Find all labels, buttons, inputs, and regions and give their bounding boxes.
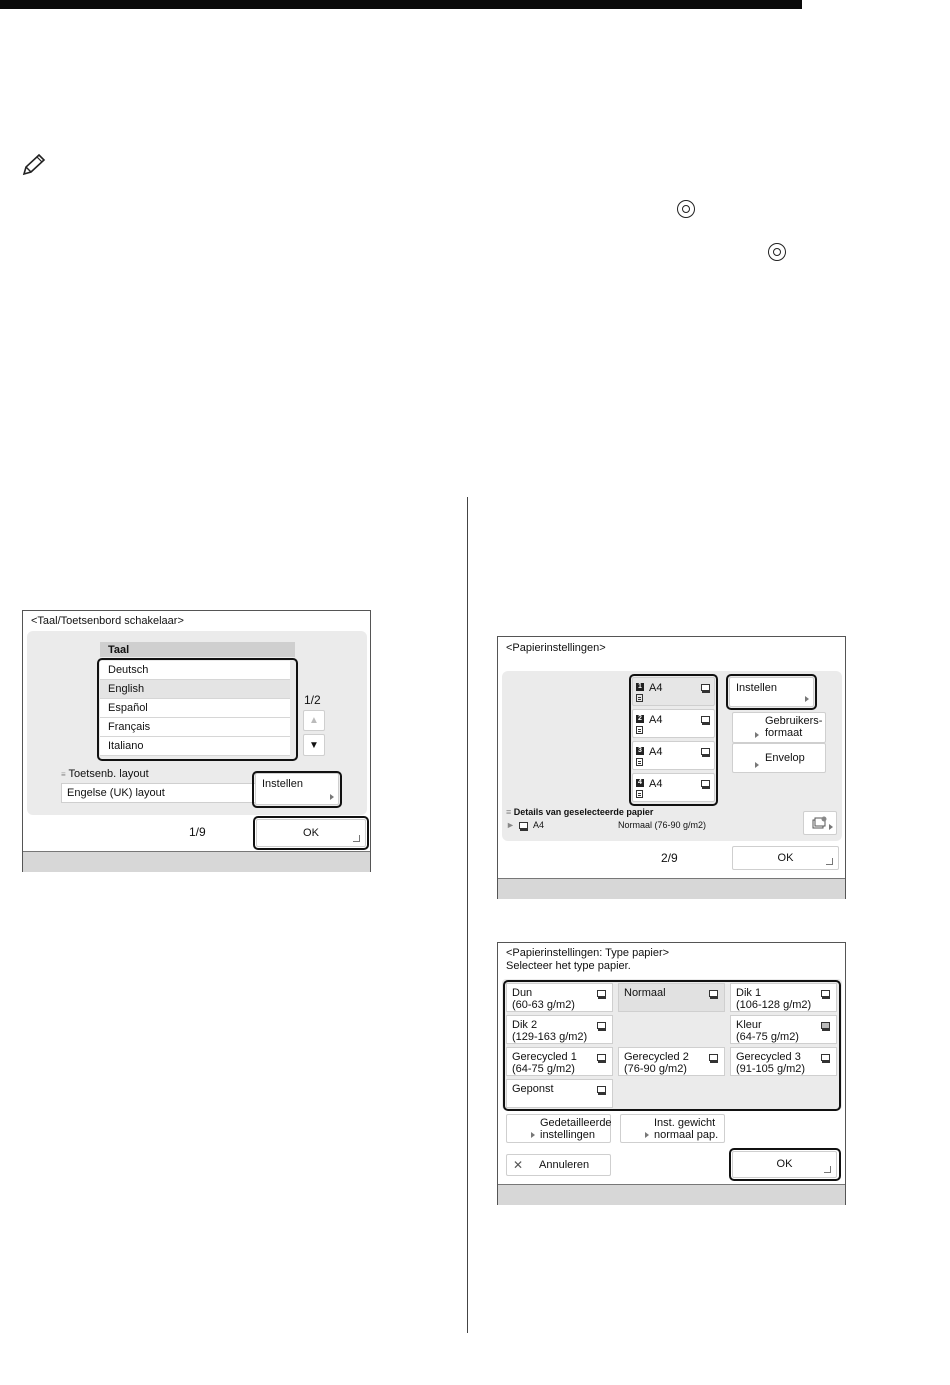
- screen-title: <Papierinstellingen: Type papier> Selecteer het type papier.: [506, 947, 670, 972]
- ok-button[interactable]: OK: [256, 819, 366, 847]
- page-indicator: 2/9: [661, 851, 678, 865]
- paper-settings-screen: [497, 636, 846, 899]
- close-icon: ✕: [513, 1158, 524, 1172]
- paper-type-dun[interactable]: Dun (60-63 g/m2): [506, 983, 613, 1012]
- arrow-icon: [755, 762, 759, 768]
- scroll-up-button[interactable]: ▲: [303, 710, 325, 731]
- language-item-italiano[interactable]: Italiano: [100, 737, 290, 756]
- return-icon: [826, 858, 833, 865]
- arrow-icon: [755, 732, 759, 738]
- drawer-2-button[interactable]: 2 A4: [632, 709, 715, 738]
- detailed-settings-button[interactable]: Gedetailleerde instellingen: [506, 1114, 611, 1143]
- language-list-highlight: [97, 658, 298, 761]
- arrow-icon: [645, 1132, 649, 1138]
- drawer-1-button[interactable]: 1 A4: [632, 677, 715, 706]
- list-page-indicator: 1/2: [304, 693, 321, 707]
- paper-type-dik-2[interactable]: Dik 2 (129-163 g/m2): [506, 1015, 613, 1044]
- envelope-button[interactable]: Envelop: [732, 743, 826, 773]
- drawer-list-highlight: [629, 674, 718, 806]
- paper-details-button[interactable]: [803, 811, 837, 835]
- details-row: ► A4 Normaal (76-90 g/m2): [506, 820, 707, 830]
- paper-type-dik-1[interactable]: Dik 1 (106-128 g/m2): [730, 983, 837, 1012]
- arrow-icon: [531, 1132, 535, 1138]
- language-item-deutsch[interactable]: Deutsch: [100, 661, 290, 680]
- screen-title: <Papierinstellingen>: [506, 642, 606, 654]
- ok-button[interactable]: OK: [732, 846, 839, 870]
- drawer-4-button[interactable]: 4 A4: [632, 773, 715, 802]
- paper-type-normaal[interactable]: Normaal: [618, 983, 725, 1012]
- column-divider: [467, 497, 468, 1333]
- set-keyboard-button[interactable]: Instellen: [255, 773, 339, 805]
- cancel-button[interactable]: ✕ Annuleren: [506, 1154, 611, 1176]
- language-item-francais[interactable]: Français: [100, 718, 290, 737]
- keyboard-layout-value: Engelse (UK) layout: [61, 783, 261, 803]
- status-bar: [23, 851, 370, 872]
- screen-title: <Taal/Toetsenbord schakelaar>: [31, 615, 184, 627]
- page-indicator: 1/9: [189, 825, 206, 839]
- header-bar: [0, 0, 802, 9]
- paper-type-gerecycled-2[interactable]: Gerecycled 2 (76-90 g/m2): [618, 1047, 725, 1076]
- status-bar: [498, 1184, 845, 1205]
- language-item-english[interactable]: English: [100, 680, 290, 699]
- set-button-highlight: [726, 674, 817, 710]
- settings-key-icon: [768, 243, 786, 261]
- paper-type-geponst[interactable]: Geponst: [506, 1079, 613, 1108]
- scroll-down-button[interactable]: ▼: [303, 734, 325, 756]
- paper-type-grid-highlight: [503, 980, 841, 1111]
- set-paper-button[interactable]: Instellen: [729, 677, 814, 707]
- language-item-espanol[interactable]: Español: [100, 699, 290, 718]
- status-bar: [498, 878, 845, 899]
- ok-button[interactable]: OK: [732, 1151, 837, 1178]
- paper-icon: [519, 822, 528, 829]
- ok-button-highlight: [729, 1148, 841, 1181]
- ok-button-highlight: [253, 816, 369, 850]
- normal-paper-weight-button[interactable]: Inst. gewicht normaal pap.: [620, 1114, 725, 1143]
- pencil-note-icon: [20, 152, 48, 178]
- arrow-icon: [829, 824, 833, 830]
- keyboard-layout-label: ≡ Toetsenb. layout: [61, 768, 149, 780]
- language-keyboard-screen: [22, 610, 371, 872]
- language-list-header: Taal: [100, 642, 295, 657]
- paper-type-gerecycled-1[interactable]: Gerecycled 1 (64-75 g/m2): [506, 1047, 613, 1076]
- paper-settings-icon: [812, 816, 828, 830]
- paper-type-kleur[interactable]: Kleur (64-75 g/m2): [730, 1015, 837, 1044]
- set-button-highlight: [252, 771, 342, 808]
- paper-type-screen: [497, 942, 846, 1205]
- paper-type-gerecycled-3[interactable]: Gerecycled 3 (91-105 g/m2): [730, 1047, 837, 1076]
- settings-key-icon: [677, 200, 695, 218]
- drawer-3-button[interactable]: 3 A4: [632, 741, 715, 770]
- details-label: ≡ Details van geselecteerde papier: [506, 807, 654, 817]
- custom-size-button[interactable]: Gebruikers- formaat: [732, 712, 826, 743]
